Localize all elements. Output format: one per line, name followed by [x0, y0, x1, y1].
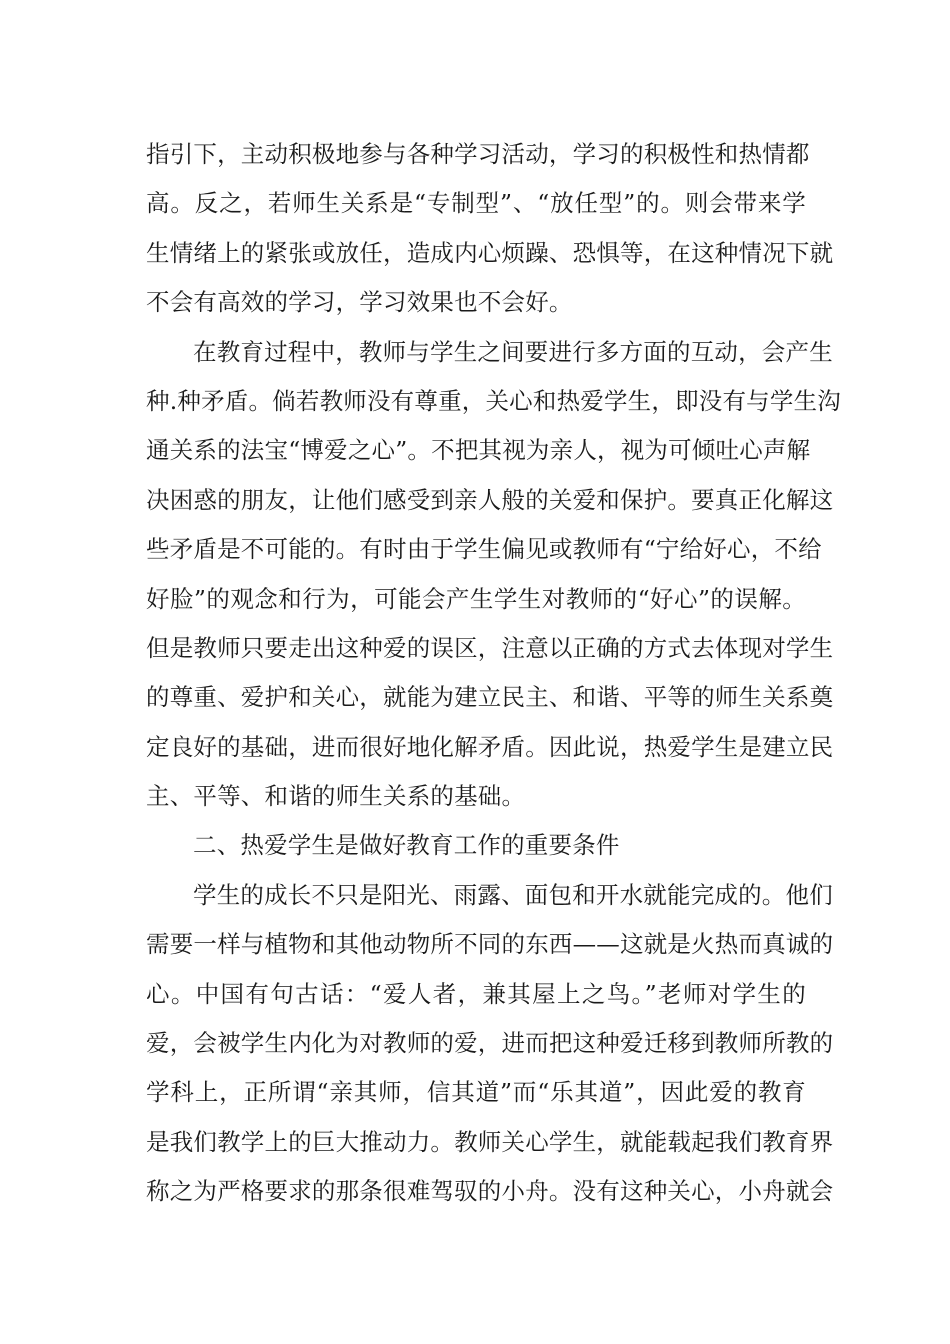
- text-line: 称之为严格要求的那条很难驾驭的小舟。没有这种关心，小舟就会: [146, 1177, 834, 1206]
- text-line: 不会有高效的学习，学习效果也不会好。: [146, 288, 573, 317]
- text-line: 心。中国有句古话：“爱人者，兼其屋上之鸟。”老师对学生的: [146, 979, 806, 1008]
- text-line: 定良好的基础，进而很好地化解矛盾。因此说，热爱学生是建立民: [146, 732, 834, 761]
- text-line: 在教育过程中，教师与学生之间要进行多方面的互动，会产生: [193, 337, 833, 366]
- text-line: 决困惑的朋友，让他们感受到亲人般的关爱和保护。要真正化解这: [146, 485, 834, 514]
- text-line: 指引下，主动积极地参与各种学习活动，学习的积极性和热情都: [146, 140, 810, 168]
- text-line: 的尊重、爱护和关心，就能为建立民主、和谐、平等的师生关系奠: [146, 683, 834, 712]
- text-line: 些矛盾是不可能的。有时由于学生偏见或教师有“宁给好心，不给: [146, 535, 822, 564]
- text-line: 爱，会被学生内化为对教师的爱，进而把这种爱迁移到教师所教的: [146, 1029, 834, 1058]
- text-line: 通关系的法宝“博爱之心”。不把其视为亲人，视为可倾吐心声解: [146, 436, 811, 465]
- text-line: 但是教师只要走出这种爱的误区，注意以正确的方式去体现对学生: [146, 633, 834, 662]
- text-line: 主、平等、和谐的师生关系的基础。: [146, 782, 526, 811]
- text-line: 种.种矛盾。倘若教师没有尊重，关心和热爱学生，即没有与学生沟: [146, 386, 841, 415]
- text-line: 二、热爱学生是做好教育工作的重要条件: [193, 831, 620, 860]
- text-line: 高。反之，若师生关系是“专制型”、“放任型”的。则会带来学: [146, 189, 806, 218]
- text-line: 学生的成长不只是阳光、雨露、面包和开水就能完成的。他们: [193, 880, 833, 909]
- document-body: [146, 130, 841, 1217]
- text-line: 是我们教学上的巨大推动力。教师关心学生，就能载起我们教育界: [146, 1127, 834, 1156]
- text-line: 生情绪上的紧张或放任，造成内心烦躁、恐惧等，在这种情况下就: [146, 238, 834, 267]
- text-line: 需要一样与植物和其他动物所不同的东西——这就是火热而真诚的: [146, 930, 834, 959]
- text-line: 好脸”的观念和行为，可能会产生学生对教师的“好心”的误解。: [146, 584, 806, 613]
- text-line: 学科上，正所谓“亲其师，信其道”而“乐其道”，因此爱的教育: [146, 1078, 806, 1107]
